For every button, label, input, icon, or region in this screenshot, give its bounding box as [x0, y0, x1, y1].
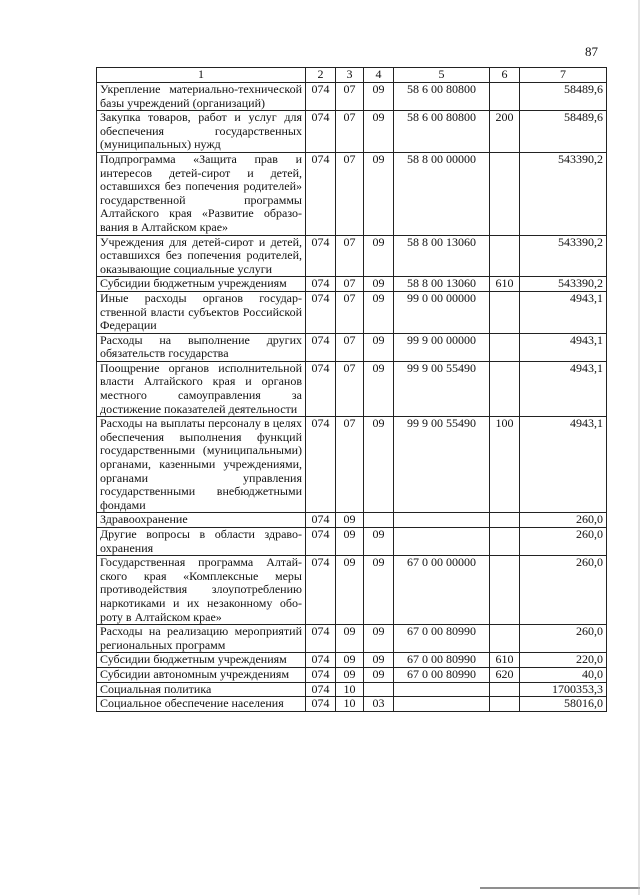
row-name-cell: Поощрение органов исполнительной власти Алтайского края и органов местного самоуправления за достижение показателей деятельности	[97, 361, 306, 416]
row-expense-type-cell: 610	[490, 277, 520, 292]
row-section-cell: 09	[336, 556, 364, 625]
table-row	[97, 653, 607, 668]
scan-artifact-line	[480, 887, 640, 889]
row-name-cell: Подпрограмма «Защита прав и интересов детей-сирот и детей, оставшихся без попечения родителей» государственной программы Алтайского края «Развитие образования в Алтайском крае»	[97, 152, 306, 235]
row-expense-type-cell	[490, 361, 520, 416]
row-amount-cell: 4943,1	[520, 333, 607, 361]
row-subsection-cell: 09	[364, 361, 394, 416]
row-expense-type-cell: 620	[490, 667, 520, 682]
row-section-cell: 07	[336, 417, 364, 513]
row-subsection-cell: 09	[364, 667, 394, 682]
row-expense-type-cell: 200	[490, 111, 520, 153]
row-expense-type-cell	[490, 333, 520, 361]
row-subsection-cell: 09	[364, 291, 394, 333]
row-amount-cell: 4943,1	[520, 291, 607, 333]
row-target-cell	[394, 513, 490, 528]
row-code-admin-cell: 074	[306, 291, 336, 333]
row-code-admin-cell: 074	[306, 152, 336, 235]
row-subsection-cell: 09	[364, 556, 394, 625]
row-target-cell	[394, 528, 490, 556]
row-amount-cell: 260,0	[520, 513, 607, 528]
row-name-cell: Социальная политика	[97, 682, 306, 697]
row-amount-cell: 543390,2	[520, 152, 607, 235]
row-target-cell: 67 0 00 80990	[394, 653, 490, 668]
header-col-6: 6	[490, 68, 520, 83]
table-row	[97, 235, 607, 277]
table-row	[97, 697, 607, 712]
row-section-cell: 09	[336, 513, 364, 528]
row-subsection-cell: 09	[364, 235, 394, 277]
row-target-cell: 99 9 00 00000	[394, 333, 490, 361]
row-name-cell: Укрепление материально-технической базы учреждений (организаций)	[97, 83, 306, 111]
row-expense-type-cell	[490, 291, 520, 333]
row-section-cell: 09	[336, 667, 364, 682]
row-subsection-cell: 09	[364, 625, 394, 653]
row-name-cell: Закупка товаров, работ и услуг для обеспечения государственных (муниципальных) нужд	[97, 111, 306, 153]
row-expense-type-cell	[490, 528, 520, 556]
row-target-cell: 58 8 00 13060	[394, 235, 490, 277]
row-target-cell: 99 9 00 55490	[394, 417, 490, 513]
table-header-row	[97, 68, 607, 83]
row-name-cell: Субсидии автономным учреждениям	[97, 667, 306, 682]
row-amount-cell: 4943,1	[520, 417, 607, 513]
row-name-cell: Расходы на выплаты персоналу в целях обеспечения выполнения функций государственными (муниципальными) органами, казенными учреждениями, органами управления государственными внебюджетными фондами	[97, 417, 306, 513]
row-target-cell: 58 6 00 80800	[394, 111, 490, 153]
row-name-cell: Учреждения для детей-сирот и детей, оставшихся без попечения родителей, оказывающие социальные услуги	[97, 235, 306, 277]
header-col-5: 5	[394, 68, 490, 83]
row-amount-cell: 58489,6	[520, 111, 607, 153]
row-target-cell: 67 0 00 80990	[394, 625, 490, 653]
row-amount-cell: 260,0	[520, 528, 607, 556]
page-number: 87	[585, 44, 598, 59]
row-expense-type-cell: 100	[490, 417, 520, 513]
row-section-cell: 07	[336, 361, 364, 416]
row-code-admin-cell: 074	[306, 111, 336, 153]
row-amount-cell: 220,0	[520, 653, 607, 668]
row-code-admin-cell: 074	[306, 277, 336, 292]
row-amount-cell: 40,0	[520, 667, 607, 682]
row-code-admin-cell: 074	[306, 83, 336, 111]
row-section-cell: 09	[336, 653, 364, 668]
row-code-admin-cell: 074	[306, 667, 336, 682]
row-expense-type-cell	[490, 235, 520, 277]
row-name-cell: Социальное обеспечение населения	[97, 697, 306, 712]
row-expense-type-cell	[490, 83, 520, 111]
row-subsection-cell: 09	[364, 417, 394, 513]
row-amount-cell: 1700353,3	[520, 682, 607, 697]
row-subsection-cell: 09	[364, 111, 394, 153]
row-section-cell: 09	[336, 528, 364, 556]
row-target-cell: 67 0 00 00000	[394, 556, 490, 625]
row-subsection-cell: 09	[364, 152, 394, 235]
row-amount-cell: 58489,6	[520, 83, 607, 111]
row-code-admin-cell: 074	[306, 333, 336, 361]
row-section-cell: 07	[336, 333, 364, 361]
table-row	[97, 361, 607, 416]
row-subsection-cell: 09	[364, 653, 394, 668]
row-amount-cell: 260,0	[520, 625, 607, 653]
row-name-cell: Расходы на выполнение других обязательств государства	[97, 333, 306, 361]
header-col-2: 2	[306, 68, 336, 83]
row-name-cell: Другие вопросы в области здравоохранения	[97, 528, 306, 556]
row-expense-type-cell	[490, 697, 520, 712]
row-code-admin-cell: 074	[306, 682, 336, 697]
row-name-cell: Расходы на реализацию мероприятий региональных программ	[97, 625, 306, 653]
row-section-cell: 09	[336, 625, 364, 653]
table-row	[97, 333, 607, 361]
table-row	[97, 291, 607, 333]
header-col-3: 3	[336, 68, 364, 83]
row-section-cell: 07	[336, 277, 364, 292]
row-section-cell: 07	[336, 83, 364, 111]
row-name-cell: Здравоохранение	[97, 513, 306, 528]
row-code-admin-cell: 074	[306, 361, 336, 416]
table-row	[97, 682, 607, 697]
row-name-cell: Иные расходы органов государственной власти субъектов Российской Федерации	[97, 291, 306, 333]
row-amount-cell: 543390,2	[520, 277, 607, 292]
row-expense-type-cell	[490, 625, 520, 653]
row-name-cell: Субсидии бюджетным учреждениям	[97, 653, 306, 668]
row-name-cell: Субсидии бюджетным учреждениям	[97, 277, 306, 292]
row-name-cell: Государственная программа Алтайского края «Комплексные меры противодействия злоупотреблению наркотиками и их незаконному обороту в Алтайском крае»	[97, 556, 306, 625]
row-subsection-cell: 09	[364, 528, 394, 556]
header-col-1: 1	[97, 68, 306, 83]
row-subsection-cell: 09	[364, 83, 394, 111]
row-target-cell	[394, 682, 490, 697]
table-row	[97, 152, 607, 235]
row-subsection-cell: 03	[364, 697, 394, 712]
row-code-admin-cell: 074	[306, 653, 336, 668]
row-expense-type-cell: 610	[490, 653, 520, 668]
row-code-admin-cell: 074	[306, 556, 336, 625]
row-code-admin-cell: 074	[306, 417, 336, 513]
row-code-admin-cell: 074	[306, 513, 336, 528]
row-section-cell: 10	[336, 682, 364, 697]
table-row	[97, 277, 607, 292]
table-row	[97, 556, 607, 625]
row-amount-cell: 543390,2	[520, 235, 607, 277]
table-row	[97, 111, 607, 153]
row-target-cell: 99 9 00 55490	[394, 361, 490, 416]
row-section-cell: 10	[336, 697, 364, 712]
row-section-cell: 07	[336, 152, 364, 235]
row-code-admin-cell: 074	[306, 528, 336, 556]
row-expense-type-cell	[490, 152, 520, 235]
row-section-cell: 07	[336, 235, 364, 277]
table-row	[97, 83, 607, 111]
row-expense-type-cell	[490, 556, 520, 625]
row-expense-type-cell	[490, 513, 520, 528]
row-amount-cell: 4943,1	[520, 361, 607, 416]
row-code-admin-cell: 074	[306, 235, 336, 277]
row-section-cell: 07	[336, 111, 364, 153]
row-target-cell: 58 6 00 80800	[394, 83, 490, 111]
table-row	[97, 513, 607, 528]
table-row	[97, 417, 607, 513]
table-row	[97, 667, 607, 682]
table-row	[97, 625, 607, 653]
row-target-cell: 58 8 00 00000	[394, 152, 490, 235]
budget-table	[96, 67, 607, 712]
row-subsection-cell: 09	[364, 277, 394, 292]
row-subsection-cell: 09	[364, 333, 394, 361]
header-col-7: 7	[520, 68, 607, 83]
row-subsection-cell	[364, 682, 394, 697]
header-col-4: 4	[364, 68, 394, 83]
row-amount-cell: 260,0	[520, 556, 607, 625]
row-amount-cell: 58016,0	[520, 697, 607, 712]
row-expense-type-cell	[490, 682, 520, 697]
row-section-cell: 07	[336, 291, 364, 333]
row-target-cell: 99 0 00 00000	[394, 291, 490, 333]
table-row	[97, 528, 607, 556]
row-target-cell	[394, 697, 490, 712]
row-target-cell: 67 0 00 80990	[394, 667, 490, 682]
row-code-admin-cell: 074	[306, 697, 336, 712]
row-target-cell: 58 8 00 13060	[394, 277, 490, 292]
row-subsection-cell	[364, 513, 394, 528]
row-code-admin-cell: 074	[306, 625, 336, 653]
